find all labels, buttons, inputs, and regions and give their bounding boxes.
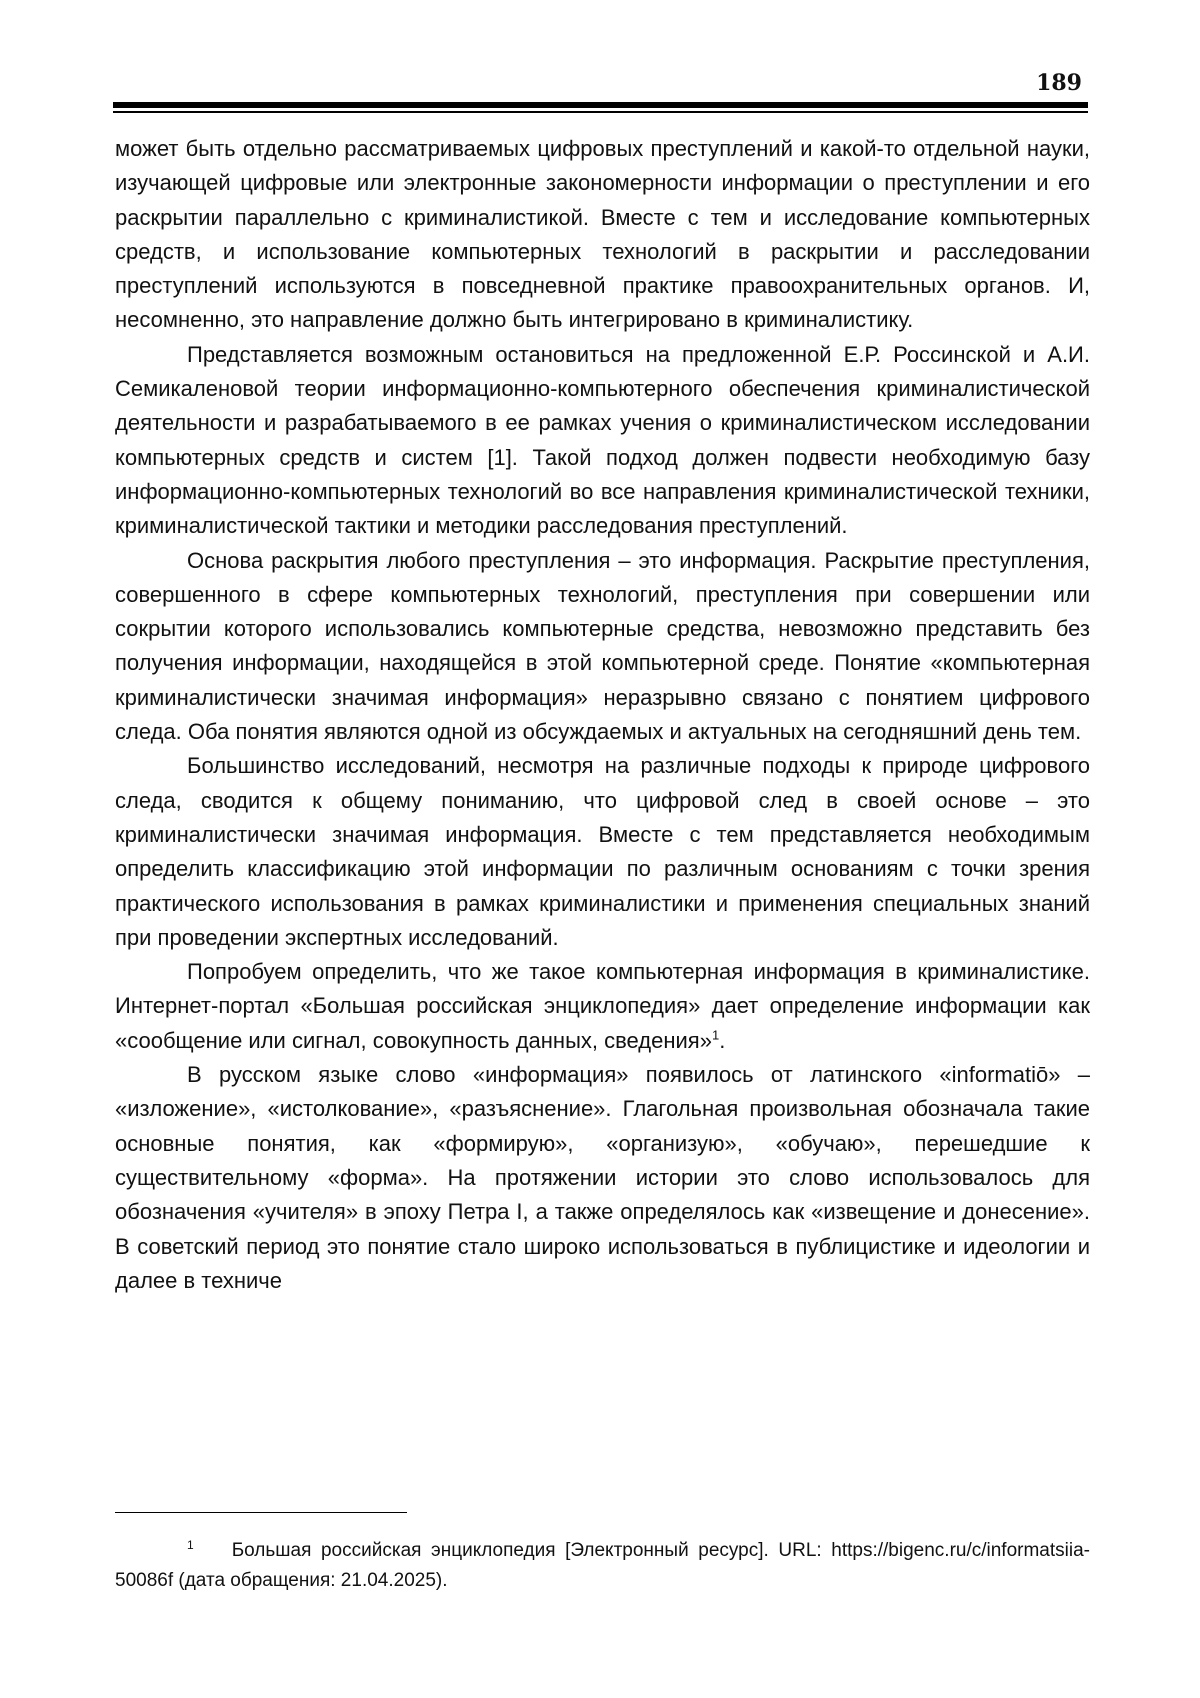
paragraph-3: Основа раскрытия любого преступления – это информация. Раскрытие преступления, совершенного в сфере компьютерных технологий, преступления при совершении или сокрытии которого использовались компьютерные средства, невозможно представить без получения информации, находящейся в этой компьютерной среде. Понятие «компьютерная криминалистически значимая информация» неразрывно связано с понятием цифрового следа. Оба понятия являются одной из обсуждаемых и актуальных на сегодняшний день тем. (115, 547, 1090, 745)
paragraph-5 (115, 955, 1090, 1058)
paragraph-6: В русском языке слово «информация» появилось от латинского «informatiō» – «изложение», «истолкование», «разъяснение». Глагольная произвольная обозначала такие основные понятия, как «формирую», «организую», «обучаю», перешедшие к существительному «форма». На протяжении истории это слово использовалось для обозначения «учителя» в эпоху Петра I, а также определялось как «извещение и донесение». В советский период это понятие стало широко использоваться в публицистике и идеологии и далее в техниче (115, 1062, 1090, 1293)
page-number: 189 (1036, 70, 1082, 96)
paragraph-4: Большинство исследований, несмотря на различные подходы к природе цифрового следа, сводится к общему пониманию, что цифровой след в своей основе – это криминалистически значимая информация. Вместе с тем представляется необходимым определить классификацию этой информации по различным основаниям с точки зрения практического использования в рамках криминалистики и применения специальных знаний при проведении экспертных исследований. (115, 753, 1090, 950)
footnote-marker: 1 (187, 1537, 194, 1552)
footnote (115, 1536, 1090, 1596)
body-text (115, 132, 1090, 1298)
header-rule (113, 102, 1088, 113)
paragraph-2: Представляется возможным остановиться на предложенной Е.Р. Россинской и А.И. Семикаленовой теории информационно-компьютерного обеспечения криминалистической деятельности и разрабатываемого в ее рамках учения о криминалистическом исследовании компьютерных средств и систем [1]. Такой подход должен подвести необходимую базу информационно-компьютерных технологий во все направления криминалистической техники, криминалистической тактики и методики расследования преступлений. (115, 341, 1090, 539)
paragraph-5-end: . (719, 1027, 726, 1053)
footnote-separator (115, 1512, 407, 1513)
footnote-reference[interactable]: 1 (711, 1027, 720, 1043)
paragraph-5-text: Попробуем определить, что же такое компьютерная информация в криминалистике. Интернет-портал «Большая российская энциклопедия» дает определение информации как «сообщение или сигнал, совокупность данных, сведения» (115, 959, 1090, 1053)
footnote-text: Большая российская энциклопедия [Электронный ресурс]. URL: https://bigenc.ru/c/informatsiia-50086f (дата обращения: 21.04.2025). (115, 1540, 1090, 1591)
paragraph-1: может быть отдельно рассматриваемых цифровых преступлений и какой-то отдельной науки, изучающей цифровые или электронные закономерности информации о преступлении и его раскрытии параллельно с криминалистикой. Вместе с тем и исследование компьютерных средств, и использование компьютерных технологий в раскрытии и расследовании преступлений используются в повседневной практике правоохранительных органов. И, несомненно, это направление должно быть интегрировано в криминалистику. (115, 136, 1090, 333)
